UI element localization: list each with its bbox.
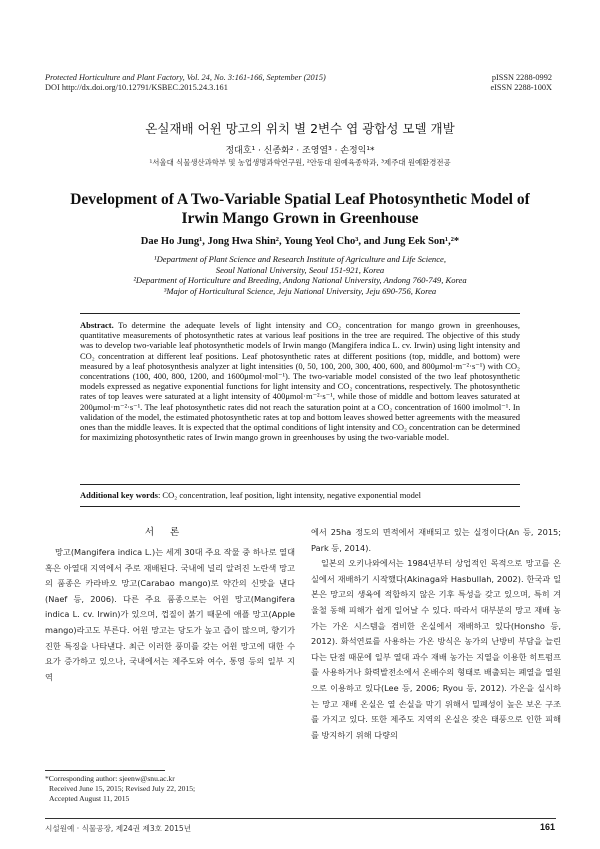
body-left-column (45, 545, 295, 685)
eissn: eISSN 2288-100X (490, 83, 552, 92)
journal-citation (45, 73, 326, 93)
issn-block (490, 73, 552, 93)
keywords-label: Additional key words (80, 490, 158, 500)
keywords-text: : CO₂ concentration, leaf position, light intensity, negative exponential model (157, 490, 421, 500)
section-title: 서론 (144, 527, 196, 538)
corresponding-author: *Corresponding author: sjeenw@snu.ac.kr (45, 774, 175, 783)
accepted-date: Accepted August 11, 2015 (49, 794, 130, 803)
page-footer-rule (45, 818, 556, 819)
journal-line-1: Protected Horticulture and Plant Factory, Vol. 24, No. 3:161-166, September (2015) (45, 73, 326, 82)
keywords-bottom-rule (80, 506, 520, 507)
english-affiliations (60, 254, 540, 296)
body-right-column (311, 525, 561, 743)
affiliation-line: ²Department of Horticulture and Breeding, Andong National University, Andong 760-749, Korea (133, 275, 467, 285)
doi-line: DOI http://dx.doi.org/10.12791/KSBEC.2015.24.3.161 (45, 83, 228, 92)
korean-affiliations: ¹서울대 식물생산과학부 및 농업생명과학연구원, ²안동대 원예육종학과, ³제주대 원예환경전공 (149, 158, 451, 167)
abstract-bottom-rule (80, 484, 520, 485)
footnote (45, 774, 195, 804)
body-paragraph: 에서 25ha 정도의 면적에서 재배되고 있는 실정이다(An 등, 2015; Park 등, 2014). (311, 527, 561, 553)
english-title: Development of A Two-Variable Spatial Leaf Photosynthetic Model of Irwin Mango Grown in Greenhouse (70, 191, 530, 227)
abstract (80, 320, 520, 442)
abstract-text: To determine the adequate levels of light intensity and CO₂ concentration for mango grown in greenhouses, quantitative measurements of photosynthetic rates at various leaf positions in the tree are required. The objective of this study was to develop two-variable leaf photosynthetic models of Irwin mango (Mangifera indica L. cv. Irwin) using light intensity and CO₂ concentration at different leaf positions. Leaf photosynthetic rates at different positions (top, middle, and bottom) were measured by a leaf photosynthesis analyzer at light intensities (0, 50, 100, 200, 300, 400, 600, and 800μmol·m⁻²·s⁻¹) with CO₂ concentrations (100, 400, 800, 1200, and 1600μmol·mol⁻¹). The two-variable model consisted of the two leaf photosynthetic models expressed as negative exponential functions for light intensity and CO₂ concentrations, respectively. The photosynthetic rates of top leaves were saturated at a light intensity of 400μmol·m⁻²·s⁻¹, while those of middle and bottom leaves saturated at 200μmol·m⁻²·s⁻¹. The leaf photosynthetic rates did not reach the saturation point at a CO₂ concentration of 1600 imolmol⁻¹. In validation of the model, the estimated photosynthetic rates at top and bottom leaves showed better agreements with the measured ones than the middle leaves. It is expected that the optimal conditions of light intensity and CO₂ concentration can be determined for maximizing photosynthetic rates of Irwin mango grown in greenhouses by using the two-variable model. (80, 320, 520, 443)
pissn: pISSN 2288-0992 (491, 73, 552, 82)
abstract-label: Abstract. (80, 320, 114, 330)
keywords (80, 490, 520, 500)
korean-title: 온실재배 어윈 망고의 위치 별 2변수 엽 광합성 모델 개발 (145, 121, 455, 136)
body-paragraph: 망고(Mangifera indica L.)는 세계 30대 주요 작물 중 하나로 열대 혹은 아열대 지역에서 주로 재배된다. 국내에 널리 알려진 노란색 망고의 품종은 카라바오 망고(Carabao mango)로 약간의 신맛을 낸다(Naef 등, 2006). 다른 주요 품종으로는 어윈 망고(Mangifera indica L. cv. Irwin)가 있으며, 껍질이 붉기 때문에 애플 망고(Apple mango)라고도 부른다. 어윈 망고는 당도가 높고 즙이 많으며, 향기가 진한 특징을 나타낸다. 최근 이러한 풍미를 갖는 어윈 망고에 대한 수요가 증가하고 있으나, 국내에서는 제주도와 여수, 통영 등의 일부 지역 (45, 547, 295, 682)
journal-footer: 시설원예 · 식물공장, 제24권 제3호 2015년 (45, 824, 192, 833)
affiliation-line: ³Major of Horticultural Science, Jeju National University, Jeju 690-756, Korea (163, 285, 437, 296)
received-date: Received June 15, 2015; Revised July 22, 2015; (49, 784, 196, 793)
affiliation-line: Seoul National University, Seoul 151-921, Korea (215, 264, 385, 275)
page-number: 161 (539, 822, 555, 832)
body-paragraph: 일본의 오키나와에서는 1984년부터 상업적인 목적으로 망고를 온실에서 재배하기 시작했다(Akinaga와 Hasbullah, 2002). 한국과 일본은 망고의 생육에 적합하지 않은 기후 특성을 갖고 있으며, 특히 겨울철 동해 피해가 쉽게 일어날 수 있다. 따라서 대부분의 망고 재배 농가는 가온 시스템을 겸비한 온실에서 재배하고 있다(Honsho 등, 2012). 화석연료를 사용하는 가온 방식은 농가의 난방비 부담을 늘린다는 단점 때문에 일부 열대 과수 재배 농가는 지열을 이용한 히트펌프를 사용하거나 화력발전소에서 온배수의 형태로 배출되는 폐열을 열원으로 이용하고 있다(Lee 등, 2006; Ryou 등, 2012). 가온을 실시하는 망고 재배 온실은 열 손실을 막기 위해서 밀폐성이 높은 보온 구조를 가지고 있다. 또한 제주도 지역의 온실은 잦은 태풍으로 인한 피해를 방지하기 위해 다량의 (311, 558, 561, 740)
footnote-rule (45, 770, 165, 771)
korean-authors: 정대호¹ · 신종화² · 조영열³ · 손정익¹* (225, 146, 375, 156)
english-authors: Dae Ho Jung¹, Jong Hwa Shin², Young Yeol Cho³, and Jung Eek Son¹,²* (140, 236, 460, 247)
abstract-top-rule (80, 313, 520, 314)
affiliation-line: ¹Department of Plant Science and Research Institute of Agriculture and Life Science, (154, 254, 446, 264)
